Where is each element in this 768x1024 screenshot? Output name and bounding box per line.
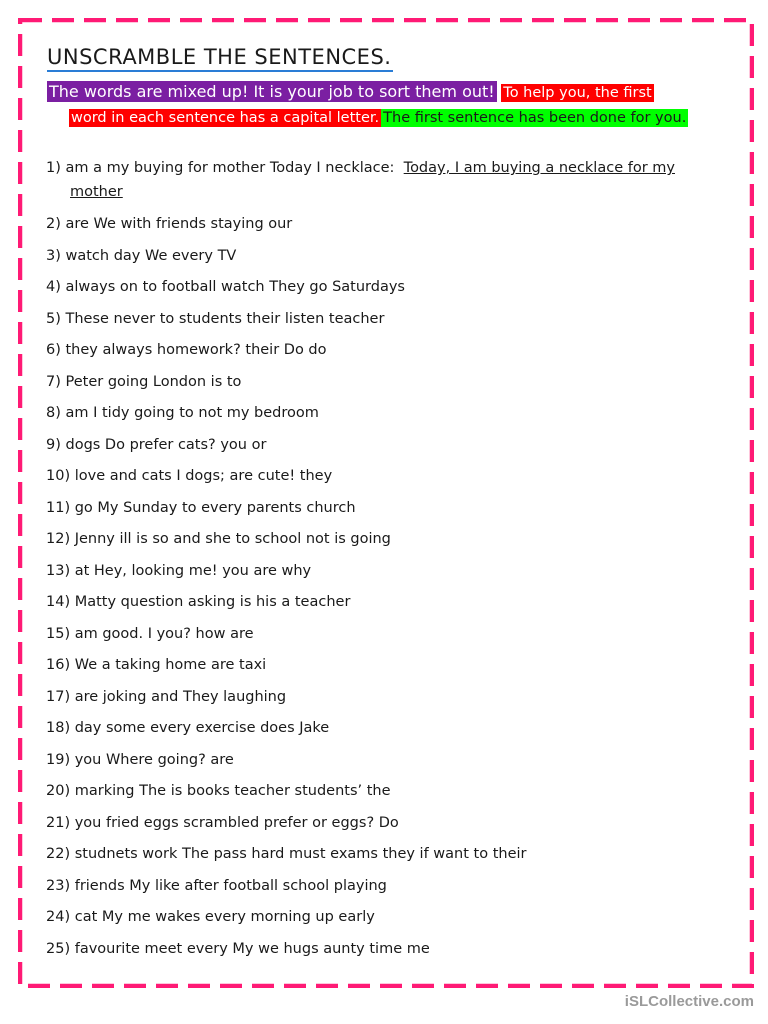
instruction-line-2: [47, 106, 727, 131]
sentence-item: 20) marking The is books teacher students’ the: [46, 783, 391, 799]
sentence-item: 22) studnets work The pass hard must exams they if want to their: [46, 846, 527, 862]
sentence-item: 17) are joking and They laughing: [46, 688, 287, 705]
worksheet-title: UNSCRAMBLE THE SENTENCES.: [47, 44, 393, 72]
sentence-item: 25) favourite meet every My we hugs aunty time me: [46, 940, 430, 957]
example-answer: Today, I am buying a necklace for my: [403, 160, 675, 176]
sentence-item: 21) you fried eggs scrambled prefer or eggs? Do: [46, 814, 399, 831]
example-item: [46, 156, 726, 212]
sentence-item: 18) day some every exercise does Jake: [46, 720, 330, 736]
sentence-item: 15) am good. I you? how are: [46, 625, 254, 642]
sentence-item: 2) are We with friends staying our: [46, 216, 293, 232]
sentence-item: 14) Matty question asking is his a teacher: [46, 594, 351, 610]
example-number: 1): [46, 160, 61, 176]
instruction-green: The first sentence has been done for you.: [383, 110, 687, 126]
instruction-purple: The words are mixed up! It is your job to sort them out!: [49, 82, 495, 101]
sentence-item: 5) These never to students their listen teacher: [46, 310, 385, 327]
example-answer-cont: mother: [70, 184, 123, 200]
sentence-item: 4) always on to football watch They go Saturdays: [46, 279, 405, 295]
sentence-item: 7) Peter going London is to: [46, 373, 242, 390]
sentence-item: 3) watch day We every TV: [46, 247, 237, 264]
sentence-item: 11) go My Sunday to every parents church: [46, 499, 356, 516]
sentence-item: 10) love and cats I dogs; are cute! they: [46, 468, 333, 484]
instructions: [47, 79, 727, 131]
sentence-item: 9) dogs Do prefer cats? you or: [46, 436, 267, 453]
sentence-item: 23) friends My like after football school playing: [46, 877, 387, 894]
instruction-red-1: To help you, the first: [503, 85, 652, 101]
instruction-red-2: word in each sentence has a capital letter.: [71, 110, 380, 126]
sentence-item: 16) We a taking home are taxi: [46, 657, 267, 673]
sentence-item: 13) at Hey, looking me! you are why: [46, 562, 312, 579]
sentence-item: 6) they always homework? their Do do: [46, 342, 327, 358]
watermark: iSLCollective.com: [624, 993, 754, 1010]
sentence-list: [46, 156, 726, 968]
example-scrambled: am a my buying for mother Today I necklace:: [65, 160, 395, 176]
sentence-item: 24) cat My me wakes every morning up early: [46, 909, 375, 925]
sentence-item: 19) you Where going? are: [46, 751, 234, 768]
sentence-item: 8) am I tidy going to not my bedroom: [46, 405, 319, 421]
sentence-item: 12) Jenny ill is so and she to school not is going: [46, 531, 391, 547]
